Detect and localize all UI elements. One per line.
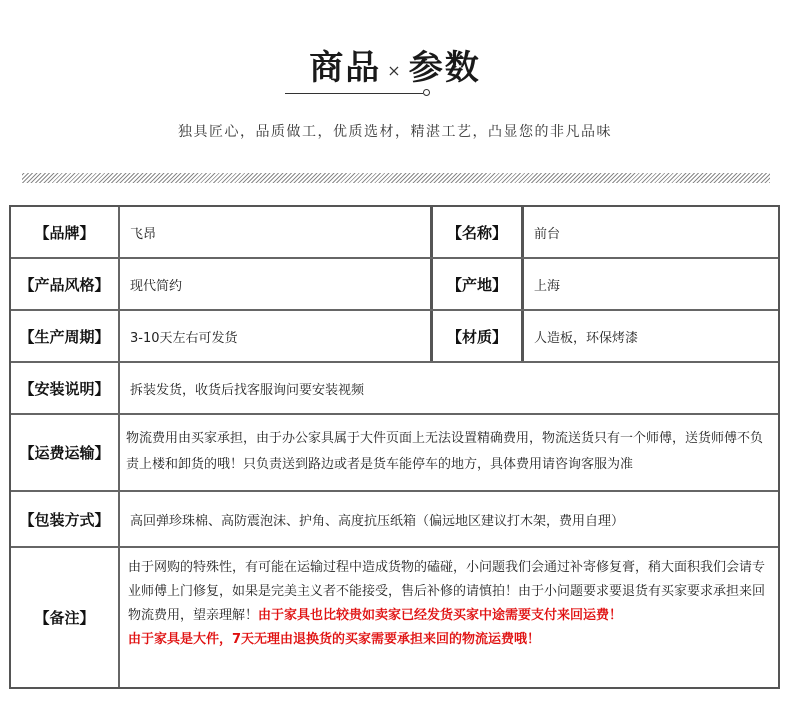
install-value: 拆装发货，收货后找客服询问要安装视频 bbox=[130, 382, 365, 398]
table-row-style bbox=[11, 259, 778, 311]
table-row-brand bbox=[11, 207, 778, 259]
table-row-notes bbox=[11, 548, 778, 687]
table-row-cycle bbox=[11, 311, 778, 363]
table-row-packing bbox=[11, 492, 778, 548]
style-label: 【产品风格】 bbox=[19, 275, 110, 294]
install-label: 【安装说明】 bbox=[19, 379, 110, 398]
title-left: 商品 bbox=[309, 48, 382, 88]
notes-warning-2: 由于家具是大件，7天无理由退换货的买家需要承担来回的物流运费哦！ bbox=[128, 632, 541, 647]
cycle-value: 3-10天左右可发货 bbox=[130, 330, 238, 346]
title-underline bbox=[285, 93, 423, 94]
title-separator: × bbox=[387, 60, 403, 80]
packing-label: 【包装方式】 bbox=[19, 510, 110, 529]
title-right: 参数 bbox=[408, 48, 481, 88]
name-value: 前台 bbox=[534, 226, 561, 242]
shipping-value: 物流费用由买家承担，由于办公家具属于大件页面上无法设置精确费用，物流送货只有一个师傅，送货师傅不负责上楼和卸货的哦！只负责送到路边或者是货车能停车的地方，具体费用请咨询客服为准 bbox=[126, 431, 764, 472]
packing-value: 高回弹珍珠棉、高防震泡沫、护角、高度抗压纸箱（偏远地区建议打木架，费用自理） bbox=[130, 513, 625, 529]
material-value: 人造板，环保烤漆 bbox=[534, 330, 639, 346]
brand-value: 飞昂 bbox=[130, 226, 157, 242]
notes-text: 由于网购的特殊性，有可能在运输过程中造成货物的磕碰，小问题我们会通过补寄修复膏，稍大面积我们会请专业师傅上门修复，如果是完美主义者不能接受，售后补修的请慎拍！由于小问题要求要退货有买家要求承担来回物流费用，望亲理解！ bbox=[128, 560, 766, 623]
material-label: 【材质】 bbox=[446, 327, 507, 346]
title-underline-dot bbox=[423, 89, 430, 96]
page-title bbox=[0, 40, 790, 89]
subtitle: 独具匠心，品质做工，优质选材，精湛工艺，凸显您的非凡品味 bbox=[178, 124, 612, 140]
shipping-label: 【运费运输】 bbox=[19, 444, 110, 462]
hatched-divider bbox=[22, 173, 770, 183]
table-row-shipping bbox=[11, 415, 778, 492]
notes-value bbox=[120, 548, 776, 687]
notes-warning-1: 由于家具也比较贵如卖家已经发货买家中途需要支付来回运费！ bbox=[258, 608, 623, 623]
cycle-label: 【生产周期】 bbox=[19, 327, 110, 346]
table-row-install bbox=[11, 363, 778, 415]
name-label: 【名称】 bbox=[446, 223, 507, 242]
parameter-table bbox=[9, 205, 780, 689]
brand-label: 【品牌】 bbox=[34, 223, 95, 242]
notes-label: 【备注】 bbox=[34, 609, 95, 627]
style-value: 现代简约 bbox=[130, 278, 183, 294]
origin-label: 【产地】 bbox=[446, 275, 507, 294]
origin-value: 上海 bbox=[534, 278, 561, 294]
